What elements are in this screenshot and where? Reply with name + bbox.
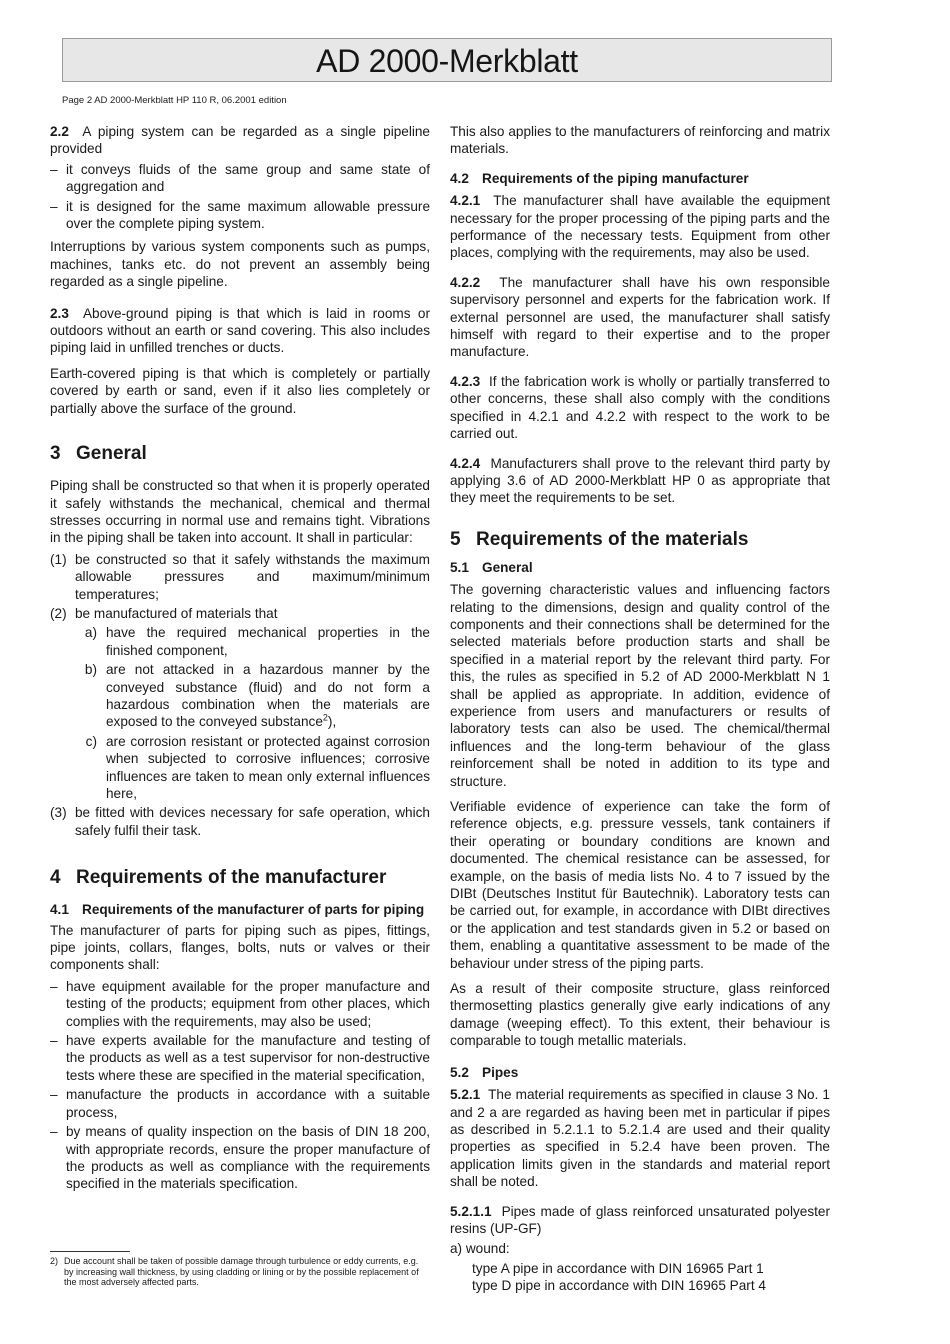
- clause-4-2-4: 4.2.4 Manufacturers shall prove to the relevant third party by applying 3.6 of AD 2000-Merkblatt HP 0 as appropriate that they meet the requirements to be set.: [450, 455, 830, 506]
- wound-label: a) wound:: [450, 1241, 510, 1257]
- right-column: [450, 123, 830, 1295]
- list-item: – have equipment available for the proper manufacture and testing of the products; equipment from other places, which complies with the requirements, may also be used;: [50, 978, 430, 1029]
- alpha-item-c: c) are corrosion resistant or protected against corrosion when subjected to corrosive influences; corrosive influences are taken to mean only external influences here,: [85, 733, 430, 801]
- numbered-item-3: (3) be fitted with devices necessary for safe operation, which safely fulfil their task.: [50, 805, 430, 838]
- clause-5-1-para-3: As a result of their composite structure, glass reinforced thermosetting plastics generally give early indications of any damage (weeping effect). To this extent, their behaviour is comparable to tough metallic materials.: [450, 981, 830, 1049]
- clause-4-2-1: 4.2.1 The manufacturer shall have available the equipment necessary for the proper processing of the piping parts and the performance of the necessary tests. Equipment from other places, complying with the requirements, may also be used.: [450, 193, 830, 261]
- type-a-pipe: type A pipe in accordance with DIN 16965 Part 1: [472, 1260, 764, 1276]
- type-d-pipe: type D pipe in accordance with DIN 16965 Part 4: [472, 1278, 766, 1294]
- clause-2-2-intro: 2.2 A piping system can be regarded as a single pipeline provided: [50, 124, 430, 157]
- clause-2-2-para: Interruptions by various system components such as pumps, machines, tanks etc. do not prevent an assembly being regarded as a single pipeline.: [50, 239, 430, 290]
- clause-5-2-heading: 5.2 Pipes: [450, 1064, 519, 1080]
- list-item: – manufacture the products in accordance with a suitable process,: [50, 1087, 430, 1120]
- clause-2-2-list: [50, 161, 430, 233]
- footnote-rule: [50, 1251, 130, 1252]
- header-banner: [62, 38, 832, 82]
- list-item: – have experts available for the manufacture and testing of the products as well as a test supervisor for non-destructive tests where these are specified in the material specification,: [50, 1033, 430, 1083]
- clause-4-2-2: 4.2.2 The manufacturer shall have his own responsible supervisory personnel and experts for the fabrication work. If external personnel are used, the manufacturer shall satisfy himself with regard to their expertise and to the proper manufacture.: [450, 274, 830, 360]
- clause-4-1-list: [50, 978, 430, 1193]
- clause-number: 2.2: [50, 124, 69, 139]
- numbered-item-2: (2) be manufactured of materials that: [50, 605, 278, 621]
- list-item: – by means of quality inspection on the basis of DIN 18 200, with appropriate records, ensure the proper manufacture of the products as well as compliance with the requirements specified in the materials specification.: [50, 1124, 430, 1192]
- clause-2-3: 2.3 Above-ground piping is that which is laid in rooms or outdoors without an earth or sand covering. This also includes piping laid in unfilled trenches or ducts.: [50, 305, 430, 356]
- section-5-heading: 5 Requirements of the materials: [450, 528, 749, 550]
- clause-5-2-1: 5.2.1 The material requirements as specified in clause 3 No. 1 and 2 a are regarded as having been met in particular if pipes as described in 5.2.1.1 to 5.2.1.4 are used and their quality properties as specified in 5.2.4 have been proven. The application limits given in the standards and material report shall be noted.: [450, 1087, 830, 1190]
- left-column: [50, 123, 430, 1199]
- clause-4-2-3: 4.2.3 If the fabrication work is wholly or partially transferred to other concerns, these shall also comply with the conditions specified in 4.2.1 and 4.2.2 with respect to the work to be carried out.: [450, 373, 830, 442]
- clause-5-1-para-1: The governing characteristic values and influencing factors relating to the dimensions, design and quality control of the components and their connections shall be determined for the selected materials before production starts and shall be specified in a material report by the relevant third party. For this, the rules as specified in 5.2 of AD 2000-Merkblatt N 1 shall be applied as appropriate. In addition, evidence of experience from users and manufacturers or results of laboratory tests can also be used. The chemical/thermal influences and the long-term behaviour of the glass reinforcement shall be noted in addition to its type and structure.: [450, 582, 830, 789]
- section-3-intro: Piping shall be constructed so that when it is properly operated it safely withstands the mechanical, chemical and thermal stresses occurring in normal use and remains tight. Vibrations in the piping shall be taken into account. It shall in particular:: [50, 478, 430, 546]
- page-info: Page 2 AD 2000-Merkblatt HP 110 R, 06.2001 edition: [62, 95, 287, 106]
- carryover-paragraph: This also applies to the manufacturers of reinforcing and matrix materials.: [450, 124, 830, 157]
- clause-4-2-heading: 4.2 Requirements of the piping manufacturer: [450, 170, 749, 186]
- clause-2-3-para: Earth-covered piping is that which is completely or partially covered by earth or sand, even if it also lies completely or partially above the surface of the ground.: [50, 365, 430, 416]
- list-item: – it conveys fluids of the same group and same state of aggregation and: [50, 161, 430, 195]
- clause-4-1-heading: 4.1 Requirements of the manufacturer of parts for piping: [50, 902, 425, 918]
- clause-5-1-para-2: Verifiable evidence of experience can take the form of reference objects, e.g. pressure vessels, tank containers if their operating or boundary conditions are known and documented. The chemical resistance can be assessed, for example, on the basis of media lists No. 4 to 7 issued by the DIBt (Deutsches Institut für Bautechnik). Laboratory tests can be carried out, for example, in accordance with DIBt directives or the application and test standards given in 5.2 or based on them, enabling a quantitative assessment to be made of the behaviour under stress of the piping parts.: [450, 799, 830, 971]
- alpha-item-b: b) are not attacked in a hazardous manner by the conveyed substance (fluid) and do not form a hazardous combination when the materials are exposed to the conveyed substance$^2$),: [84, 662, 430, 730]
- clause-5-1-heading: 5.1 General: [450, 559, 533, 575]
- clause-4-1-intro: The manufacturer of parts for piping such as pipes, fittings, pipe joints, collars, flanges, bolts, nuts or valves or their components shall:: [50, 922, 430, 973]
- alpha-item-a: a) have the required mechanical properties in the finished component,: [84, 625, 430, 658]
- list-item: – it is designed for the same maximum allowable pressure over the complete piping system.: [50, 198, 430, 232]
- footnote: 2) Due account shall be taken of possible damage through turbulence or eddy currents, e.g. by increasing wall thickness, by using cladding or lining or by the possible replacement of the most adversely affected parts.: [50, 1256, 419, 1288]
- section-4-heading: 4 Requirements of the manufacturer: [50, 867, 387, 889]
- footnote-ref: 2: [322, 712, 328, 723]
- document-title: AD 2000-Merkblatt: [316, 43, 578, 79]
- section-3-heading: 3 General: [50, 443, 147, 465]
- clause-5-2-1-1: 5.2.1.1 Pipes made of glass reinforced unsaturated polyester resins (UP-GF): [450, 1203, 830, 1236]
- numbered-item-1: (1) be constructed so that it safely withstands the maximum allowable pressures and maximum/minimum temperatures;: [50, 551, 430, 602]
